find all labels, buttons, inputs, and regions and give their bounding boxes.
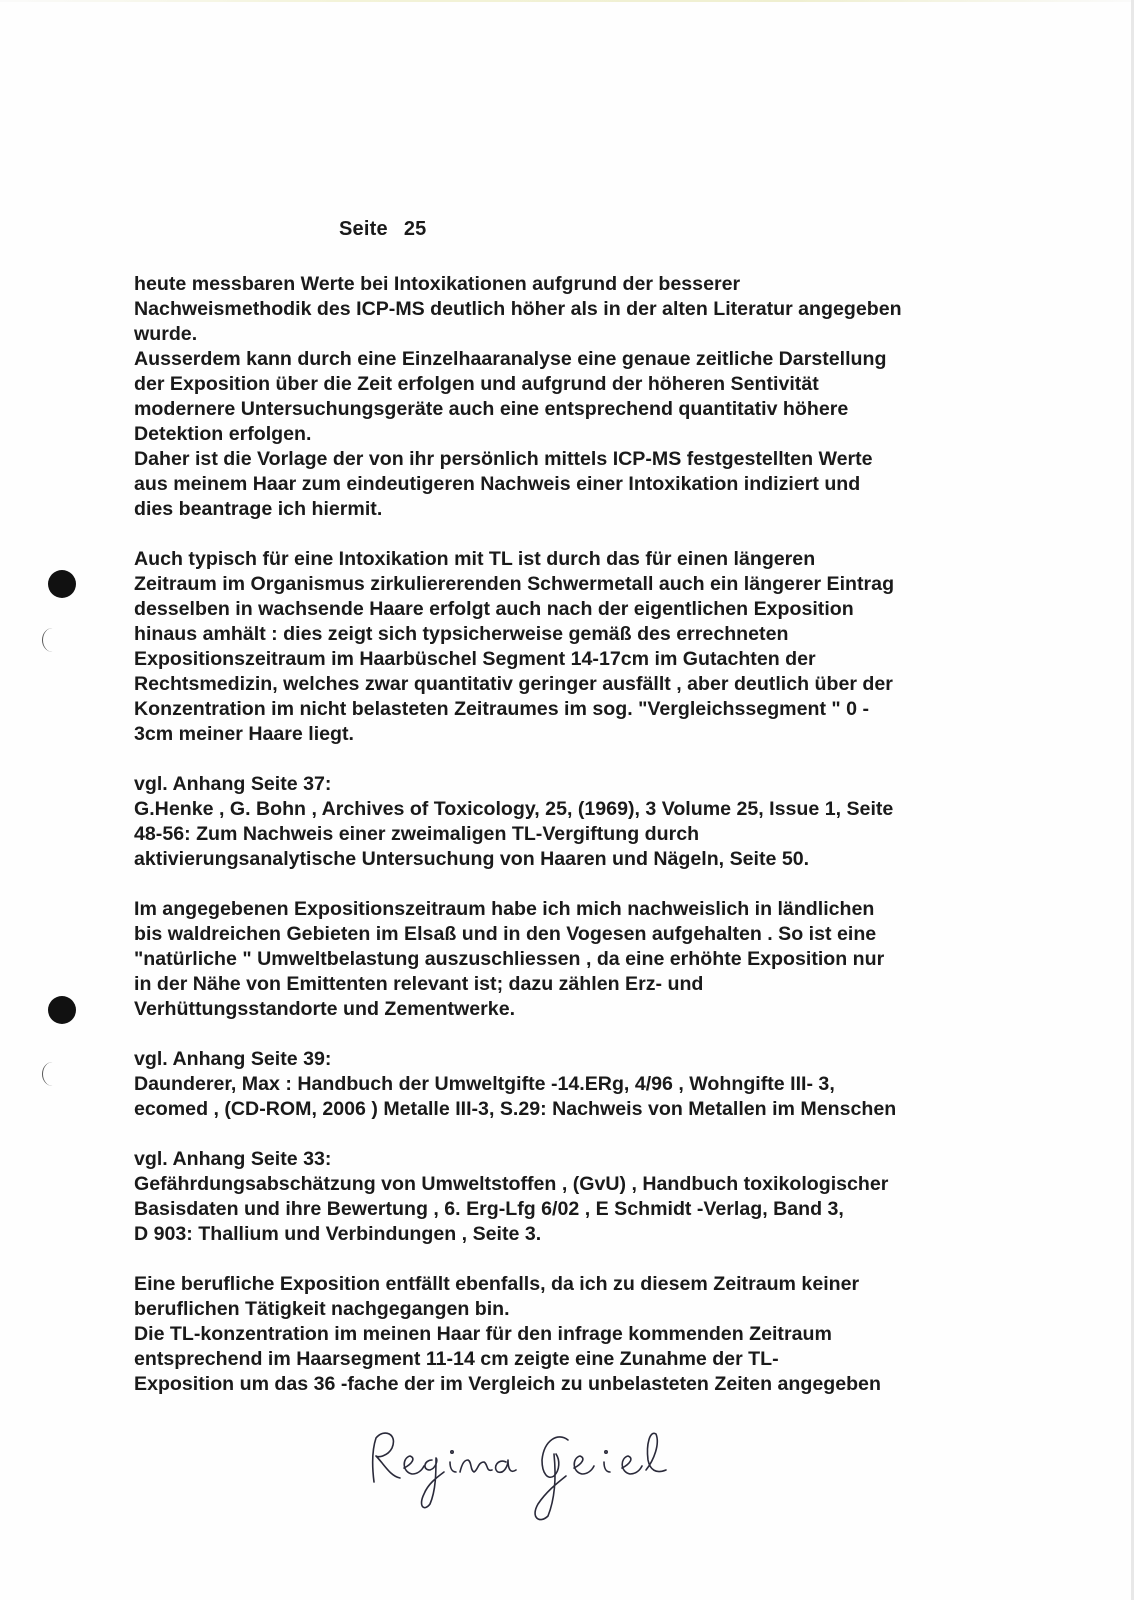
paragraph (134, 1047, 1004, 1122)
handwritten-signature (360, 1420, 690, 1530)
text-line: D 903: Thallium und Verbindungen , Seite 3. (134, 1223, 542, 1245)
text-line: Im angegebenen Expositionszeitraum habe ich mich nachweislich in ländlichen (134, 898, 875, 920)
text-line: Verhüttungsstandorte und Zementwerke. (134, 998, 516, 1020)
paragraph (134, 547, 1004, 747)
page-number-value: 25 (403, 218, 427, 240)
text-line: vgl. Anhang Seite 39: (134, 1048, 332, 1070)
text-line: Eine berufliche Exposition entfällt ebenfalls, da ich zu diesem Zeitraum keiner (134, 1273, 860, 1295)
text-line: modernere Untersuchungsgeräte auch eine entsprechend quantitativ höhere (134, 398, 849, 420)
text-line: Daher ist die Vorlage der von ihr persönlich mittels ICP-MS festgestellten Werte (134, 448, 873, 470)
text-line: aktivierungsanalytische Untersuchung von Haaren und Nägeln, Seite 50. (134, 848, 810, 870)
text-line: entsprechend im Haarsegment 11-14 cm zeigte eine Zunahme der TL- (134, 1348, 779, 1370)
text-line: Rechtsmedizin, welches zwar quantitativ geringer ausfällt , aber deutlich über der (134, 673, 893, 695)
paragraph-gap (134, 522, 1004, 547)
text-line: aus meinem Haar zum eindeutigeren Nachweis einer Intoxikation indiziert und (134, 473, 861, 495)
punch-hole-top (48, 570, 76, 598)
paragraph-gap (134, 872, 1004, 897)
text-line: der Exposition über die Zeit erfolgen und aufgrund der höheren Sentivität (134, 373, 819, 395)
paragraph-gap (134, 1122, 1004, 1147)
paragraph-gap (134, 1022, 1004, 1047)
page-top-edge (0, 0, 1134, 2)
punch-hole-bottom (48, 996, 76, 1024)
text-line: Daunderer, Max : Handbuch der Umweltgifte -14.ERg, 4/96 , Wohngifte III- 3, (134, 1073, 835, 1095)
paragraph (134, 772, 1004, 872)
text-line: desselben in wachsende Haare erfolgt auch nach der eigentlichen Exposition (134, 598, 854, 620)
text-line: Auch typisch für eine Intoxikation mit TL ist durch das für einen längeren (134, 548, 816, 570)
text-line: Exposition um das 36 -fache der im Vergleich zu unbelasteten Zeiten angegeben (134, 1373, 881, 1395)
text-line: vgl. Anhang Seite 37: (134, 773, 332, 795)
paragraph-gap (134, 1247, 1004, 1272)
punch-mark-top (42, 628, 63, 652)
text-line: ecomed , (CD-ROM, 2006 ) Metalle III-3, S.29: Nachweis von Metallen im Menschen (134, 1098, 897, 1120)
text-line: vgl. Anhang Seite 33: (134, 1148, 332, 1170)
text-line: "natürliche " Umweltbelastung auszuschliessen , da eine erhöhte Exposition nur (134, 948, 885, 970)
text-line: heute messbaren Werte bei Intoxikationen aufgrund der besserer (134, 273, 741, 295)
paragraph (134, 897, 1004, 1022)
text-line: Expositionszeitraum im Haarbüschel Segment 14-17cm im Gutachten der (134, 648, 816, 670)
page-number-label: Seite (339, 218, 388, 240)
text-line: Basisdaten und ihre Bewertung , 6. Erg-Lfg 6/02 , E Schmidt -Verlag, Band 3, (134, 1198, 844, 1220)
text-line: Ausserdem kann durch eine Einzelhaaranalyse eine genaue zeitliche Darstellung (134, 348, 887, 370)
text-line: Konzentration im nicht belasteten Zeitraumes im sog. "Vergleichssegment " 0 - (134, 698, 870, 720)
text-line: Gefährdungsabschätzung von Umweltstoffen , (GvU) , Handbuch toxikologischer (134, 1173, 889, 1195)
document-body (134, 272, 1004, 1397)
text-line: beruflichen Tätigkeit nachgegangen bin. (134, 1298, 510, 1320)
text-line: Die TL-konzentration im meinen Haar für den infrage kommenden Zeitraum (134, 1323, 832, 1345)
paragraph-gap (134, 747, 1004, 772)
text-line: bis waldreichen Gebieten im Elsaß und in den Vogesen aufgehalten . So ist eine (134, 923, 877, 945)
text-line: wurde. (134, 323, 198, 345)
punch-mark-bottom (42, 1062, 63, 1086)
text-line: dies beantrage ich hiermit. (134, 498, 383, 520)
text-line: hinaus amhält : dies zeigt sich typsicherweise gemäß des errechneten (134, 623, 789, 645)
text-line: Detektion erfolgen. (134, 423, 312, 445)
text-line: 3cm meiner Haare liegt. (134, 723, 354, 745)
paragraph (134, 1272, 1004, 1397)
text-line: G.Henke , G. Bohn , Archives of Toxicology, 25, (1969), 3 Volume 25, Issue 1, Seite (134, 798, 894, 820)
paragraph (134, 272, 1004, 522)
text-line: 48-56: Zum Nachweis einer zweimaligen TL-Vergiftung durch (134, 823, 700, 845)
page-number (339, 218, 426, 241)
text-line: Nachweismethodik des ICP-MS deutlich höher als in der alten Literatur angegeben (134, 298, 902, 320)
text-line: Zeitraum im Organismus zirkuliererenden Schwermetall auch ein längerer Eintrag (134, 573, 895, 595)
text-line: in der Nähe von Emittenten relevant ist; dazu zählen Erz- und (134, 973, 704, 995)
paragraph (134, 1147, 1004, 1247)
